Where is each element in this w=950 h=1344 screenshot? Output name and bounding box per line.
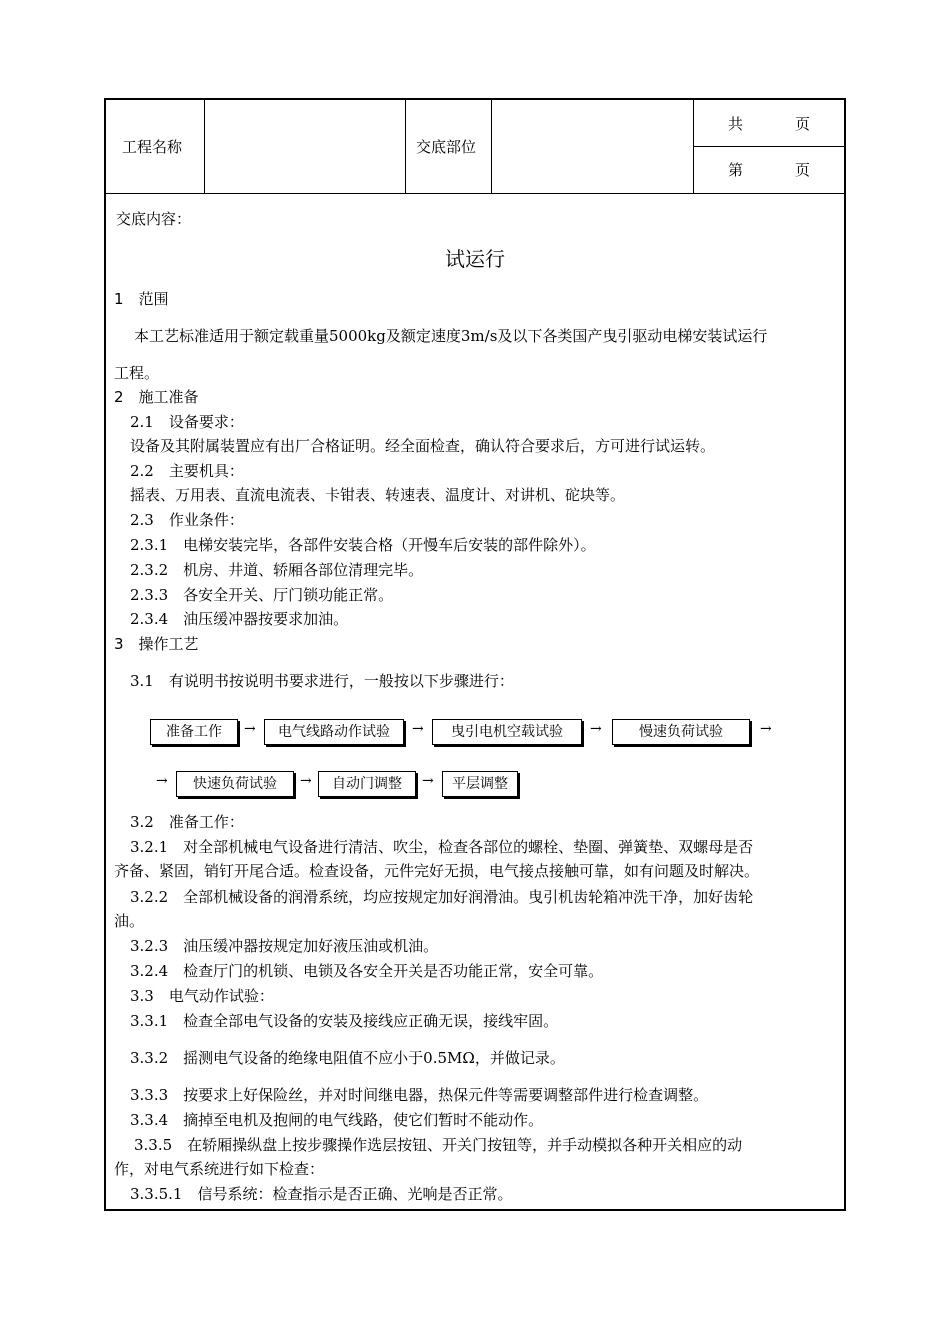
list-item: 3.2.3 油压缓冲器按规定加好液压油或机油。 (130, 937, 439, 955)
document-frame (104, 98, 846, 1211)
subsection-heading: 3.2 准备工作： (130, 813, 244, 831)
section-heading: 1 范围 (114, 290, 169, 308)
list-item: 3.3.3 按要求上好保险丝，并对时间继电器，热保元件等需要调整部件进行检查调整。 (130, 1086, 709, 1104)
list-item: 油。 (114, 912, 145, 930)
header-table (106, 100, 844, 194)
flow-step-fast-load: 快速负荷试验 (176, 771, 294, 797)
subsection-heading: 3.1 有说明书按说明书要求进行，一般按以下步骤进行： (130, 672, 514, 690)
list-item: 3.2.4 检查厅门的机锁、电锁及各安全开关是否功能正常，安全可靠。 (130, 962, 604, 980)
paragraph: 设备及其附属装置应有出厂合格证明。经全面检查，确认符合要求后，方可进行试运转。 (130, 437, 716, 455)
paragraph: 本工艺标准适用于额定载重量5000kg及额定速度3m/s及以下各类国产曳引驱动电梯安装试运行 (134, 327, 768, 345)
page-number-label: 第 (728, 161, 744, 179)
project-name-label: 工程名称 (122, 138, 183, 156)
list-item: 2.3.2 机房、井道、轿厢各部位清理完毕。 (130, 561, 424, 579)
list-item: 2.3.3 各安全开关、厅门锁功能正常。 (130, 586, 394, 604)
header-divider (491, 100, 492, 193)
paragraph: 摇表、万用表、直流电流表、卡钳表、转速表、温度计、对讲机、砣块等。 (130, 486, 626, 504)
page-number-unit: 页 (795, 161, 811, 179)
flow-step-auto-door: 自动门调整 (318, 771, 416, 797)
list-item: 2.3.4 油压缓冲器按要求加油。 (130, 610, 349, 628)
flow-arrow-icon: → (300, 773, 312, 789)
list-item: 齐备、紧固，销钉开尾合适。检查设备，元件完好无损，电气接点接触可靠，如有问题及时解决。 (114, 862, 760, 880)
flow-step-electrical-test: 电气线路动作试验 (264, 719, 404, 745)
flow-arrow-icon: → (244, 721, 256, 737)
handover-part-value[interactable] (496, 110, 690, 186)
total-pages-label: 共 (728, 115, 744, 133)
list-item: 3.3.5.1 信号系统：检查指示是否正确、光响是否正常。 (130, 1185, 513, 1203)
section-heading: 3 操作工艺 (114, 635, 199, 653)
flow-arrow-icon: → (412, 721, 424, 737)
handover-part-label: 交底部位 (416, 138, 477, 156)
page-title: 试运行 (445, 247, 505, 271)
subsection-heading: 3.3 电气动作试验： (130, 987, 274, 1005)
paragraph: 工程。 (114, 364, 160, 382)
flow-step-prepare: 准备工作 (150, 719, 238, 745)
flow-step-leveling: 平层调整 (442, 771, 518, 797)
subsection-heading: 2.2 主要机具： (130, 462, 244, 480)
header-divider (405, 100, 406, 193)
list-item: 3.3.2 摇测电气设备的绝缘电阻值不应小于0.5MΩ，并做记录。 (130, 1049, 565, 1067)
header-divider (204, 100, 205, 193)
subsection-heading: 2.3 作业条件： (130, 511, 244, 529)
list-item: 3.3.4 摘掉至电机及抱闸的电气线路，使它们暂时不能动作。 (130, 1111, 544, 1129)
list-item: 3.2.2 全部机械设备的润滑系统，均应按规定加好润滑油。曳引机齿轮箱冲洗干净，加好齿轮 (130, 888, 754, 906)
content-label: 交底内容： (116, 210, 192, 228)
flow-step-motor-no-load: 曳引电机空载试验 (432, 719, 582, 745)
section-heading: 2 施工准备 (114, 388, 199, 406)
list-item: 3.2.1 对全部机械电气设备进行清洁、吹尘，检查各部位的螺栓、垫圈、弹簧垫、双螺母是否 (130, 838, 754, 856)
subsection-heading: 2.1 设备要求： (130, 413, 244, 431)
total-pages-unit: 页 (795, 115, 811, 133)
flow-arrow-icon: → (156, 773, 168, 789)
project-name-value[interactable] (208, 110, 402, 186)
header-divider (694, 146, 844, 147)
list-item: 3.3.5 在轿厢操纵盘上按步骤操作选层按钮、开关门按钮等，并手动模拟各种开关相应的动 (134, 1136, 743, 1154)
list-item: 作，对电气系统进行如下检查： (114, 1160, 325, 1178)
list-item: 3.3.1 检查全部电气设备的安装及接线应正确无误，接线牢固。 (130, 1012, 559, 1030)
flow-arrow-icon: → (760, 721, 772, 737)
flow-arrow-icon: → (422, 773, 434, 789)
list-item: 2.3.1 电梯安装完毕，各部件安装合格（开慢车后安装的部件除外）。 (130, 536, 596, 554)
flow-arrow-icon: → (590, 721, 602, 737)
flow-step-slow-load: 慢速负荷试验 (612, 719, 750, 745)
